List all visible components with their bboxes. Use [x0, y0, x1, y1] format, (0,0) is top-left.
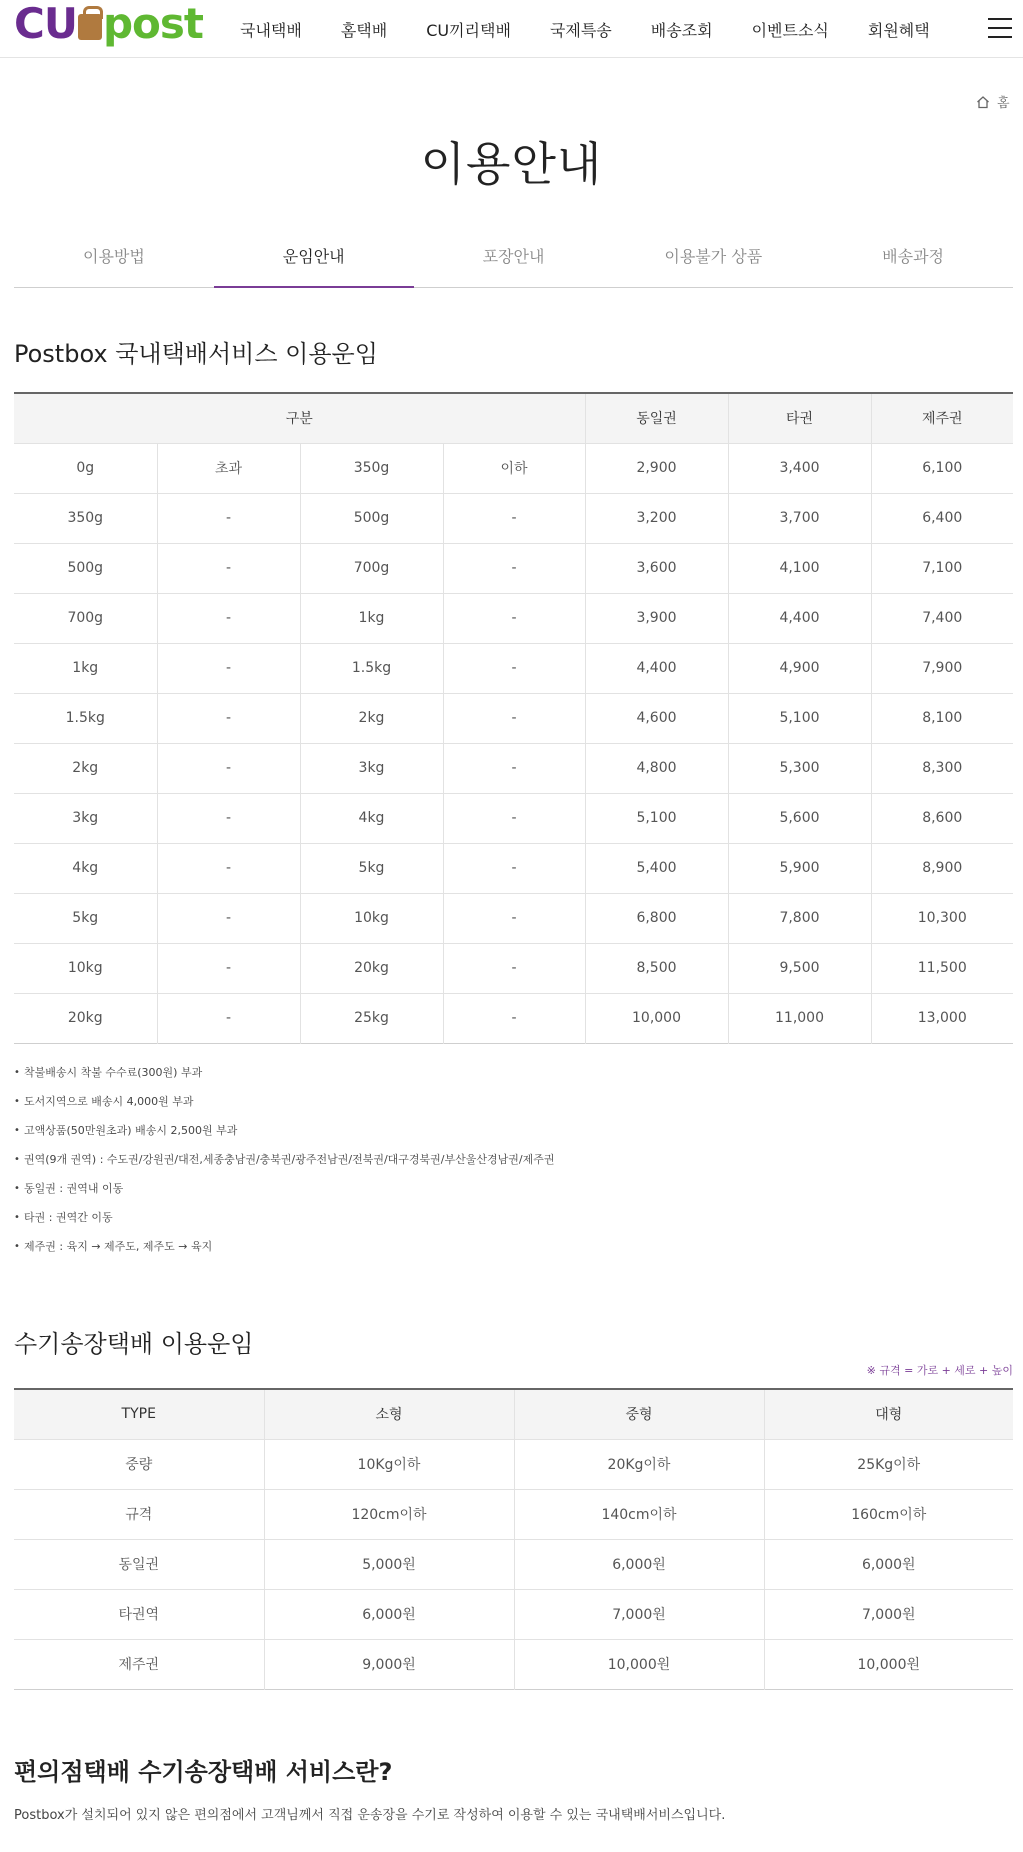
table-cell: 5,600: [728, 793, 871, 843]
table-row: [14, 893, 1013, 943]
table-cell: 6,400: [871, 493, 1013, 543]
table-cell: -: [443, 893, 585, 943]
column-header: 소형: [264, 1389, 514, 1439]
table-header-row: [14, 1389, 1013, 1439]
note-item: • 도서지역으로 배송시 4,000원 부과: [14, 1092, 554, 1121]
table-row: [14, 1639, 1013, 1689]
tab-how-to-use[interactable]: 이용방법: [82, 247, 145, 266]
table-cell: -: [443, 943, 585, 993]
column-header: 타권: [728, 393, 871, 443]
menu-hamburger-icon[interactable]: [988, 18, 1012, 38]
table-cell: 7,000원: [764, 1589, 1013, 1639]
page-title: 이용안내: [420, 137, 603, 191]
table-cell: 9,500: [728, 943, 871, 993]
table-cell: -: [443, 643, 585, 693]
column-header: 동일권: [585, 393, 728, 443]
table-cell: 350g: [14, 493, 157, 543]
logo-post-text: post: [102, 0, 203, 48]
table-row: [14, 1589, 1013, 1639]
table-cell: -: [443, 593, 585, 643]
table-cell: 20Kg이하: [514, 1439, 764, 1489]
table-cell: 4,800: [585, 743, 728, 793]
table-cell: 3,700: [728, 493, 871, 543]
table-cell: 1kg: [14, 643, 157, 693]
table-cell: 중량: [14, 1439, 264, 1489]
table-row: [14, 593, 1013, 643]
table-cell: 8,100: [871, 693, 1013, 743]
table-cell: -: [157, 843, 300, 893]
table-cell: 700g: [300, 543, 443, 593]
site-header: [0, 0, 1023, 58]
table-cell: 2,900: [585, 443, 728, 493]
note-item: • 동일권 : 권역내 이동: [14, 1179, 554, 1208]
table-cell: 8,600: [871, 793, 1013, 843]
table-cell: 6,800: [585, 893, 728, 943]
table-cell: -: [157, 993, 300, 1043]
home-icon[interactable]: [976, 95, 990, 109]
table-cell: 1.5kg: [300, 643, 443, 693]
table-cell: 7,000원: [514, 1589, 764, 1639]
table-cell: 3kg: [300, 743, 443, 793]
table-cell: 3,200: [585, 493, 728, 543]
table-cell: 5kg: [300, 843, 443, 893]
table-cell: 13,000: [871, 993, 1013, 1043]
nav-item-home-delivery[interactable]: 홈택배: [340, 20, 388, 40]
nav-item-member-benefits[interactable]: 회원혜택: [867, 20, 930, 40]
table-cell: 8,900: [871, 843, 1013, 893]
table-row: [14, 1439, 1013, 1489]
table-cell: -: [443, 843, 585, 893]
note-item: • 착불배송시 착불 수수료(300원) 부과: [14, 1063, 554, 1092]
nav-item-tracking[interactable]: 배송조회: [650, 20, 713, 40]
table-cell: 120cm이하: [264, 1489, 514, 1539]
table-cell: 7,100: [871, 543, 1013, 593]
table-row: [14, 693, 1013, 743]
table-row: [14, 443, 1013, 493]
table-cell: 동일권: [14, 1539, 264, 1589]
nav-item-events[interactable]: 이벤트소식: [751, 20, 829, 40]
table-cell: -: [443, 543, 585, 593]
table-row: [14, 993, 1013, 1043]
note-item: • 권역(9개 권역) : 수도권/강원권/대전,세종충남권/충북권/광주전남권/전북권/대구경북권/부산울산경남권/제주권: [14, 1150, 554, 1179]
table-cell: 8,500: [585, 943, 728, 993]
table-cell: 6,100: [871, 443, 1013, 493]
tab-packaging[interactable]: 포장안내: [482, 247, 545, 266]
table-cell: 25kg: [300, 993, 443, 1043]
tab-delivery-process[interactable]: 배송과정: [882, 247, 944, 266]
table-cell: 500g: [14, 543, 157, 593]
tab-rates[interactable]: 운임안내: [214, 236, 414, 287]
table-cell: -: [443, 693, 585, 743]
table-cell: 7,800: [728, 893, 871, 943]
table-cell: -: [157, 493, 300, 543]
table-cell: 타권역: [14, 1589, 264, 1639]
table-cell: -: [443, 793, 585, 843]
table-cell: 4,900: [728, 643, 871, 693]
table-row: [14, 843, 1013, 893]
logo-cu-text: CU: [14, 0, 77, 48]
rate-section-title: Postbox 국내택배서비스 이용운임: [14, 340, 378, 368]
table-cell: 4kg: [14, 843, 157, 893]
table-cell: 10,000: [585, 993, 728, 1043]
column-header: 구분: [14, 393, 585, 443]
table-cell: 5,100: [585, 793, 728, 843]
breadcrumb-home[interactable]: 홈: [997, 96, 1010, 111]
tab-prohibited-items[interactable]: 이용불가 상품: [664, 247, 763, 266]
table-cell: 7,900: [871, 643, 1013, 693]
note-item: • 제주권 : 육지 → 제주도, 제주도 → 육지: [14, 1237, 554, 1266]
table-cell: 10,000원: [764, 1639, 1013, 1689]
table-cell: 0g: [14, 443, 157, 493]
table-cell: 9,000원: [264, 1639, 514, 1689]
table-cell: -: [157, 943, 300, 993]
table-cell: 350g: [300, 443, 443, 493]
manual-section-title: 수기송장택배 이용운임: [14, 1330, 254, 1358]
table-cell: -: [157, 593, 300, 643]
table-cell: 700g: [14, 593, 157, 643]
cupost-logo[interactable]: [14, 2, 203, 46]
table-cell: 6,000원: [764, 1539, 1013, 1589]
breadcrumb: [976, 92, 1010, 111]
manual-table-body: [14, 1439, 1013, 1689]
spec-note: ※ 규격 = 가로 + 세로 + 높이: [866, 1364, 1013, 1377]
parcel-box-icon: [78, 14, 102, 40]
table-cell: 4,400: [585, 643, 728, 693]
column-header: TYPE: [14, 1389, 264, 1439]
main-nav: [240, 0, 969, 58]
info-description: Postbox가 설치되어 있지 않은 편의점에서 고객님께서 직접 운송장을 수기로 작성하여 이용할 수 있는 국내택배서비스입니다.: [14, 1808, 726, 1823]
table-cell: -: [443, 743, 585, 793]
note-item: • 타권 : 권역간 이동: [14, 1208, 554, 1237]
table-cell: 3kg: [14, 793, 157, 843]
table-cell: 4,100: [728, 543, 871, 593]
table-cell: -: [157, 643, 300, 693]
table-cell: 4,600: [585, 693, 728, 743]
nav-item-domestic[interactable]: 국내택배: [240, 20, 302, 40]
table-row: [14, 1539, 1013, 1589]
column-header: 대형: [764, 1389, 1013, 1439]
table-row: [14, 943, 1013, 993]
table-cell: 160cm이하: [764, 1489, 1013, 1539]
table-cell: 초과: [157, 443, 300, 493]
note-item: • 고액상품(50만원초과) 배송시 2,500원 부과: [14, 1121, 554, 1150]
table-cell: -: [157, 543, 300, 593]
table-cell: 4kg: [300, 793, 443, 843]
table-cell: 5,400: [585, 843, 728, 893]
table-cell: -: [443, 493, 585, 543]
table-cell: 10,300: [871, 893, 1013, 943]
table-cell: 규격: [14, 1489, 264, 1539]
table-header-row: [14, 393, 1013, 443]
table-cell: -: [157, 893, 300, 943]
table-cell: 10kg: [300, 893, 443, 943]
rate-table-body: [14, 443, 1013, 1043]
table-cell: -: [157, 743, 300, 793]
table-cell: -: [157, 793, 300, 843]
table-row: [14, 493, 1013, 543]
table-cell: 500g: [300, 493, 443, 543]
table-cell: 1kg: [300, 593, 443, 643]
table-cell: 10,000원: [514, 1639, 764, 1689]
table-cell: 11,000: [728, 993, 871, 1043]
table-cell: 3,900: [585, 593, 728, 643]
table-cell: -: [443, 993, 585, 1043]
table-cell: 3,600: [585, 543, 728, 593]
table-cell: 3,400: [728, 443, 871, 493]
table-row: [14, 793, 1013, 843]
table-cell: 제주권: [14, 1639, 264, 1689]
table-cell: 6,000원: [264, 1589, 514, 1639]
nav-item-cu-to-cu[interactable]: CU끼리택배: [426, 20, 511, 40]
table-cell: 2kg: [14, 743, 157, 793]
table-cell: 5,900: [728, 843, 871, 893]
table-cell: 8,300: [871, 743, 1013, 793]
column-header: 중형: [514, 1389, 764, 1439]
table-cell: 5,100: [728, 693, 871, 743]
table-row: [14, 1489, 1013, 1539]
table-row: [14, 543, 1013, 593]
table-cell: 5,000원: [264, 1539, 514, 1589]
table-cell: 20kg: [14, 993, 157, 1043]
table-cell: 2kg: [300, 693, 443, 743]
table-cell: 20kg: [300, 943, 443, 993]
table-cell: 10kg: [14, 943, 157, 993]
table-cell: 1.5kg: [14, 693, 157, 743]
table-cell: 5kg: [14, 893, 157, 943]
rate-table: [14, 392, 1013, 1044]
tab-bar: [14, 236, 1013, 288]
table-cell: 5,300: [728, 743, 871, 793]
rate-notes: [14, 1063, 554, 1266]
table-row: [14, 643, 1013, 693]
manual-rate-table: [14, 1388, 1013, 1690]
info-section-title: 편의점택배 수기송장택배 서비스란?: [14, 1758, 393, 1786]
table-cell: 10Kg이하: [264, 1439, 514, 1489]
nav-item-international[interactable]: 국제특송: [549, 20, 612, 40]
table-row: [14, 743, 1013, 793]
table-cell: 4,400: [728, 593, 871, 643]
table-cell: 11,500: [871, 943, 1013, 993]
table-cell: 6,000원: [514, 1539, 764, 1589]
table-cell: 25Kg이하: [764, 1439, 1013, 1489]
table-cell: 이하: [443, 443, 585, 493]
table-cell: 140cm이하: [514, 1489, 764, 1539]
table-cell: -: [157, 693, 300, 743]
column-header: 제주권: [871, 393, 1013, 443]
table-cell: 7,400: [871, 593, 1013, 643]
